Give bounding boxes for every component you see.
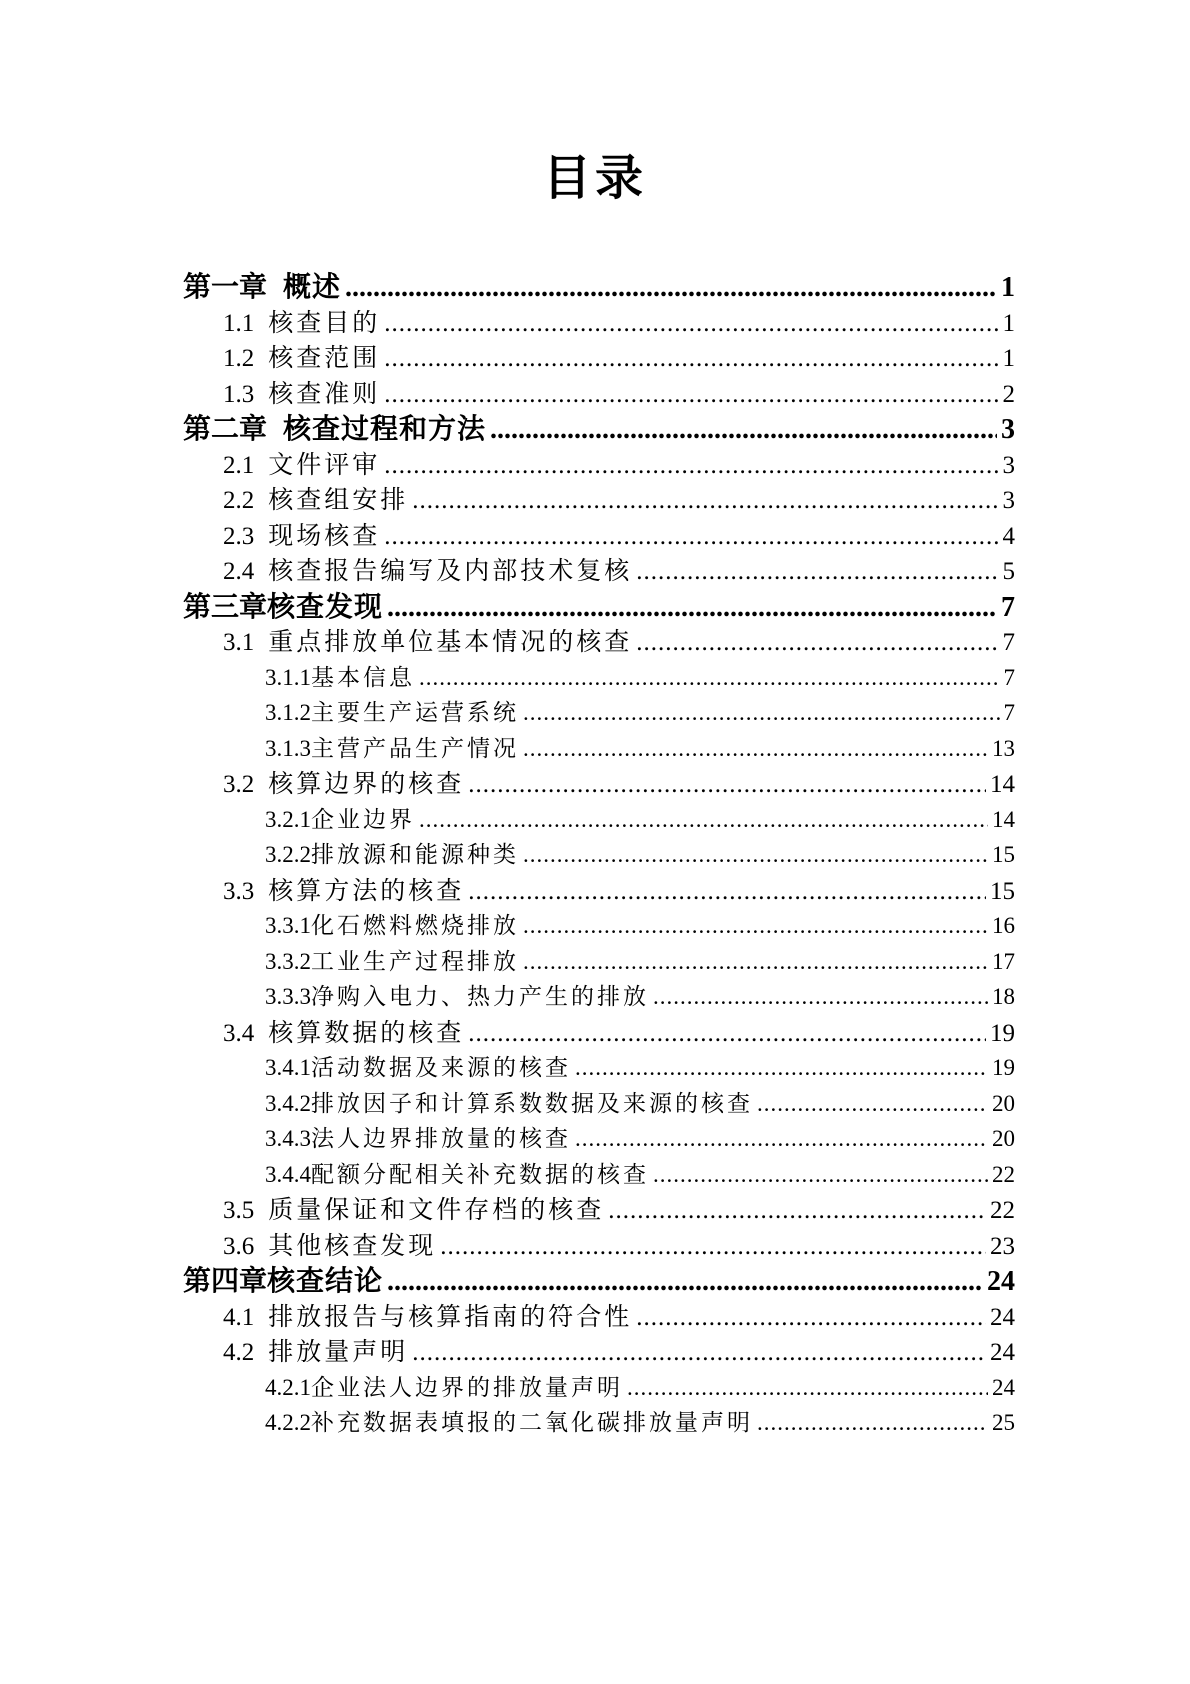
toc-subsection-entry[interactable] (265, 1158, 1015, 1192)
toc-page-number: 23 (990, 1232, 1015, 1260)
toc-dot-leader (384, 307, 998, 341)
toc-entry-number: 第四章 (183, 1266, 268, 1297)
toc-page-number: 7 (1002, 629, 1015, 656)
toc-page-number: 7 (1003, 664, 1015, 690)
toc-dot-leader (523, 909, 988, 943)
toc-section-entry[interactable] (223, 1016, 1015, 1050)
toc-section-entry[interactable] (223, 448, 1015, 482)
toc-dot-leader (412, 484, 998, 518)
toc-page-number: 24 (987, 1266, 1015, 1297)
toc-page-number: 18 (992, 984, 1015, 1009)
toc-entry-title: 核查过程和方法 (283, 412, 487, 445)
toc-section-entry[interactable] (223, 1193, 1015, 1227)
toc-entry-number: 2.3 (223, 522, 255, 550)
toc-entry-number: 1.2 (223, 345, 255, 372)
toc-page-number: 20 (992, 1090, 1015, 1116)
toc-entry-number: 3.4.4 (265, 1161, 311, 1187)
toc-section-entry[interactable] (223, 767, 1015, 801)
toc-entry-number: 2.4 (223, 558, 255, 585)
toc-page-number: 4 (1002, 522, 1015, 550)
toc-subsection-entry[interactable] (265, 1051, 1015, 1085)
toc-dot-leader (490, 413, 997, 447)
toc-dot-leader (523, 696, 1000, 730)
toc-entry-title: 核算方法的核查 (268, 875, 465, 905)
toc-page-number: 1 (1001, 272, 1015, 303)
toc-dot-leader (523, 732, 988, 766)
toc-dot-leader (412, 1336, 986, 1370)
toc-dot-leader (627, 1371, 988, 1405)
toc-dot-leader (523, 945, 988, 979)
toc-page-number: 1 (1002, 345, 1015, 372)
toc-entry-number: 2.2 (223, 487, 255, 514)
toc-chapter-entry[interactable] (183, 412, 1015, 446)
toc-entry-number: 4.2.1 (265, 1374, 311, 1400)
toc-entry-number: 3.1 (223, 629, 255, 656)
toc-page-number: 22 (992, 1161, 1015, 1187)
toc-subsection-entry[interactable] (265, 696, 1015, 730)
toc-entry-title: 其他核查发现 (268, 1230, 437, 1260)
toc-dot-leader (608, 1194, 986, 1228)
toc-page-number: 19 (990, 1019, 1015, 1047)
toc-section-entry[interactable] (223, 341, 1015, 375)
toc-entry-number: 3.3.2 (265, 948, 311, 974)
toc-dot-leader (575, 1122, 988, 1156)
toc-entry-number: 第三章 (183, 591, 268, 623)
toc-entry-number: 3.1.1 (265, 664, 311, 690)
page-title: 目录 (542, 150, 647, 206)
toc-page-number: 14 (990, 771, 1015, 798)
toc-page-number: 2 (1002, 380, 1015, 408)
toc-section-entry[interactable] (223, 306, 1015, 340)
toc-page-number: 17 (992, 948, 1015, 974)
toc-entry-title: 核查组安排 (268, 485, 409, 514)
toc-dot-leader (384, 520, 998, 554)
toc-dot-leader (384, 449, 998, 483)
toc-subsection-entry[interactable] (265, 803, 1015, 837)
toc-entry-title: 排放源和能源种类 (311, 842, 519, 868)
toc-entry-number: 3.2.2 (265, 842, 311, 867)
toc-section-entry[interactable] (223, 874, 1015, 908)
toc-entry-number: 3.4 (223, 1019, 255, 1047)
toc-section-entry[interactable] (223, 1335, 1015, 1369)
toc-dot-leader (636, 626, 998, 660)
toc-page-number: 1 (1002, 309, 1015, 337)
toc-entry-number: 3.4.2 (265, 1090, 311, 1116)
toc-page-number: 13 (992, 735, 1015, 761)
toc-section-entry[interactable] (223, 554, 1015, 588)
toc-section-entry[interactable] (223, 483, 1015, 517)
toc-dot-leader (384, 342, 998, 376)
toc-dot-leader (575, 1051, 988, 1085)
toc-page-number: 16 (992, 913, 1015, 938)
toc-page-number: 22 (990, 1197, 1015, 1224)
toc-entry-number: 第二章 (183, 414, 268, 445)
toc-subsection-entry[interactable] (265, 732, 1015, 766)
toc-dot-leader (468, 768, 986, 802)
toc-entry-number: 3.1.2 (265, 700, 311, 725)
toc-entry-number: 3.3.1 (265, 913, 311, 938)
toc-entry-title: 排放报告与核算指南的符合性 (268, 1301, 633, 1331)
toc-entry-title: 现场核查 (268, 520, 381, 550)
toc-dot-leader (653, 1158, 988, 1192)
toc-entry-title: 核算边界的核查 (268, 769, 465, 798)
toc-dot-leader (419, 803, 988, 837)
toc-entry-title: 活动数据及来源的核查 (311, 1055, 571, 1081)
toc-dot-leader (387, 1265, 983, 1299)
toc-entry-number: 2.1 (223, 451, 255, 479)
toc-entry-number: 1.3 (223, 380, 255, 408)
toc-page-number: 15 (990, 877, 1015, 905)
toc-dot-leader (345, 271, 997, 305)
toc-entry-title: 质量保证和文件存档的核查 (268, 1195, 605, 1224)
toc-dot-leader (384, 378, 998, 412)
toc-dot-leader (419, 661, 1000, 695)
toc-entry-number: 4.2 (223, 1339, 255, 1366)
toc-entry-title: 重点排放单位基本情况的核查 (268, 627, 633, 656)
toc-page-number: 15 (992, 842, 1015, 867)
toc-entry-title: 核查范围 (268, 343, 381, 372)
toc-entry-number: 3.5 (223, 1197, 255, 1224)
toc-subsection-entry[interactable] (265, 1087, 1015, 1121)
toc-entry-title: 排放因子和计算系数数据及来源的核查 (311, 1090, 753, 1117)
toc-subsection-entry[interactable] (265, 661, 1015, 695)
toc-entry-number: 第一章 (183, 272, 268, 303)
toc-chapter-entry[interactable] (183, 270, 1015, 304)
toc-subsection-entry[interactable] (265, 980, 1015, 1014)
toc-section-entry[interactable] (223, 1229, 1015, 1263)
toc-entry-number: 3.6 (223, 1232, 255, 1260)
toc-section-entry[interactable] (223, 377, 1015, 411)
toc-chapter-entry[interactable] (183, 1264, 1015, 1298)
toc-page-number: 5 (1002, 558, 1015, 585)
toc-entry-title: 主要生产运营系统 (311, 700, 519, 726)
toc-dot-leader (757, 1087, 988, 1121)
toc-page-number: 7 (1003, 700, 1015, 725)
toc-entry-number: 3.3.3 (265, 984, 311, 1009)
toc-entry-title: 法人边界排放量的核查 (311, 1126, 571, 1152)
toc-page-number: 3 (1002, 487, 1015, 514)
toc-dot-leader (636, 555, 998, 589)
toc-entry-number: 1.1 (223, 309, 255, 337)
toc-subsection-entry[interactable] (265, 909, 1015, 943)
toc-section-entry[interactable] (223, 625, 1015, 659)
toc-entry-number: 3.4.3 (265, 1126, 311, 1151)
toc-chapter-entry[interactable] (183, 590, 1015, 624)
toc-dot-leader (387, 591, 997, 625)
toc-entry-title: 工业生产过程排放 (311, 948, 519, 975)
toc-dot-leader (468, 1017, 986, 1051)
toc-entry-number: 4.2.2 (265, 1410, 311, 1435)
toc-section-entry[interactable] (223, 1300, 1015, 1334)
toc-entry-title: 主营产品生产情况 (311, 735, 519, 762)
toc-entry-title: 核查准则 (268, 378, 381, 408)
toc-entry-title: 企业边界 (311, 806, 415, 833)
toc-subsection-entry[interactable] (265, 1371, 1015, 1405)
toc-entry-title: 配额分配相关补充数据的核查 (311, 1161, 649, 1188)
toc-page-number: 19 (992, 1055, 1015, 1080)
toc-page-number: 3 (1001, 414, 1015, 445)
toc-entry-number: 3.2 (223, 771, 255, 798)
toc-entry-number: 3.3 (223, 877, 255, 905)
toc-entry-title: 核查结论 (267, 1264, 384, 1297)
toc-dot-leader (523, 838, 988, 872)
toc-dot-leader (757, 1406, 988, 1440)
toc-subsection-entry[interactable] (265, 945, 1015, 979)
toc-page-number: 20 (992, 1126, 1015, 1151)
toc-entry-title: 核查发现 (267, 589, 384, 623)
toc-entry-number: 4.1 (223, 1303, 255, 1331)
toc-page-number: 24 (990, 1303, 1015, 1331)
toc-section-entry[interactable] (223, 519, 1015, 553)
toc-dot-leader (636, 1301, 986, 1335)
toc-dot-leader (468, 875, 986, 909)
toc-subsection-entry[interactable] (265, 1406, 1015, 1440)
toc-entry-title: 概述 (283, 270, 342, 303)
toc-entry-title: 核查报告编写及内部技术复核 (268, 556, 633, 585)
toc-entry-number: 3.2.1 (265, 806, 311, 832)
toc-entry-title: 文件评审 (268, 449, 381, 479)
toc-page-number: 3 (1002, 451, 1015, 479)
toc-page-number: 7 (1001, 591, 1015, 623)
toc-entry-title: 核查目的 (268, 307, 381, 337)
toc-dot-leader (653, 980, 988, 1014)
toc-entry-title: 补充数据表填报的二氧化碳排放量声明 (311, 1410, 753, 1436)
toc-dot-leader (440, 1230, 986, 1264)
toc-page-number: 14 (992, 806, 1015, 832)
toc-page-number: 24 (990, 1339, 1015, 1366)
toc-page-number: 25 (992, 1410, 1015, 1435)
toc-entry-title: 基本信息 (311, 664, 415, 691)
toc-entry-number: 3.1.3 (265, 735, 311, 761)
toc-subsection-entry[interactable] (265, 838, 1015, 872)
toc-entry-title: 排放量声明 (268, 1337, 409, 1366)
toc-entry-number: 3.4.1 (265, 1055, 311, 1080)
toc-page-number: 24 (992, 1374, 1015, 1400)
toc-entry-title: 核算数据的核查 (268, 1017, 465, 1047)
toc-subsection-entry[interactable] (265, 1122, 1015, 1156)
toc-entry-title: 净购入电力、热力产生的排放 (311, 984, 649, 1010)
toc-entry-title: 化石燃料燃烧排放 (311, 913, 519, 939)
toc-entry-title: 企业法人边界的排放量声明 (311, 1374, 623, 1401)
